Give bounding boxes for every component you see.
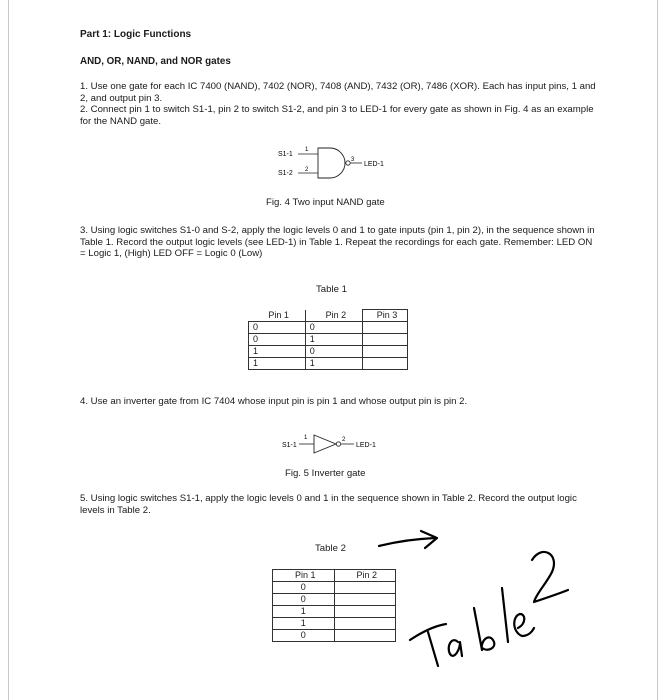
- step-2-text: 2. Connect pin 1 to switch S1-1, pin 2 to switch S1-2, and pin 3 to LED-1 for every gate as shown in Fig. 4 as an example for the NAND gate.: [80, 104, 594, 127]
- fig4-pin3-label: 3: [351, 157, 355, 163]
- step-1-text: 1. Use one gate for each IC 7400 (NAND), 7402 (NOR), 7408 (AND), 7432 (OR), 7486 (XOR). Each has input pins, 1 and 2, and output pin 3.: [80, 81, 596, 104]
- table1-header-pin1: Pin 1: [249, 310, 306, 322]
- fig5-pin2-label: 2: [342, 437, 346, 443]
- fig4-input1-label: S1-1: [278, 151, 293, 158]
- table-cell: [334, 618, 396, 630]
- step-4-text: 4. Use an inverter gate from IC 7404 whose input pin is pin 1 and whose output pin is pin 2.: [80, 396, 468, 407]
- table-cell: 0: [273, 630, 335, 642]
- fig4-input2-label: S1-2: [278, 170, 293, 177]
- fig4-pin1-label: 1: [305, 147, 309, 153]
- table-row: [249, 334, 408, 346]
- fig4-pin2-label: 2: [305, 167, 309, 173]
- table-cell: 0: [305, 322, 362, 334]
- inverter-body: [314, 435, 336, 453]
- table-row: [249, 358, 408, 370]
- table-cell: 1: [305, 334, 362, 346]
- fig5-input-label: S1-1: [282, 442, 297, 449]
- step-3-text: 3. Using logic switches S1-0 and S-2, apply the logic levels 0 and 1 to gate inputs (pin 1, pin 2), in the sequence shown in Table 1. Record the output logic levels (see LED-1) in Table 1. Repeat the recordings for each gate. Remember: LED ON = Logic 1, (High) LED OFF = Logic 0 (Low): [80, 225, 595, 259]
- table-cell: 0: [305, 346, 362, 358]
- table-cell: 0: [273, 594, 335, 606]
- table-cell: [334, 606, 396, 618]
- table-cell: [334, 630, 396, 642]
- table-cell: [362, 346, 407, 358]
- fig4-caption: Fig. 4 Two input NAND gate: [266, 197, 385, 208]
- table-cell: 0: [273, 582, 335, 594]
- table-cell: 0: [249, 334, 306, 346]
- table2-header-pin1: Pin 1: [273, 570, 335, 582]
- table-1: [248, 309, 408, 370]
- table1-title: Table 1: [316, 284, 347, 295]
- table-cell: [362, 334, 407, 346]
- inverter-bubble: [336, 442, 340, 446]
- table-cell: 1: [273, 618, 335, 630]
- table2-header-pin2: Pin 2: [334, 570, 396, 582]
- nand-bubble: [346, 161, 350, 165]
- table-row: [273, 606, 396, 618]
- nand-gate-diagram: [270, 142, 410, 192]
- table2-title: Table 2: [315, 543, 346, 554]
- table-cell: 1: [249, 346, 306, 358]
- table-cell: [362, 358, 407, 370]
- section-subtitle: AND, OR, NAND, and NOR gates: [80, 56, 231, 67]
- fig5-caption: Fig. 5 Inverter gate: [285, 468, 366, 479]
- table-2: [272, 569, 396, 642]
- handwritten-table2-note: [402, 532, 572, 672]
- fig4-output-label: LED-1: [364, 161, 384, 168]
- step-5-text: 5. Using logic switches S1-1, apply the logic levels 0 and 1 in the sequence shown in Table 2. Record the output logic levels in Table 2.: [80, 493, 577, 516]
- table-cell: 1: [249, 358, 306, 370]
- table-row: [273, 630, 396, 642]
- table-row: [249, 346, 408, 358]
- part-title: Part 1: Logic Functions: [80, 29, 192, 40]
- table-cell: [334, 594, 396, 606]
- nand-gate-body: [318, 148, 345, 178]
- table-cell: [362, 322, 407, 334]
- table-row: [273, 582, 396, 594]
- table-cell: [334, 582, 396, 594]
- fig5-pin1-label: 1: [304, 435, 308, 441]
- inverter-gate-diagram: [282, 430, 402, 460]
- table-row: [273, 618, 396, 630]
- table1-header-pin3: Pin 3: [362, 310, 407, 322]
- table-cell: 1: [305, 358, 362, 370]
- table-row: [249, 322, 408, 334]
- table1-header-pin2: Pin 2: [305, 310, 362, 322]
- table-cell: 1: [273, 606, 335, 618]
- table-cell: 0: [249, 322, 306, 334]
- fig5-output-label: LED-1: [356, 442, 376, 449]
- table-row: [273, 594, 396, 606]
